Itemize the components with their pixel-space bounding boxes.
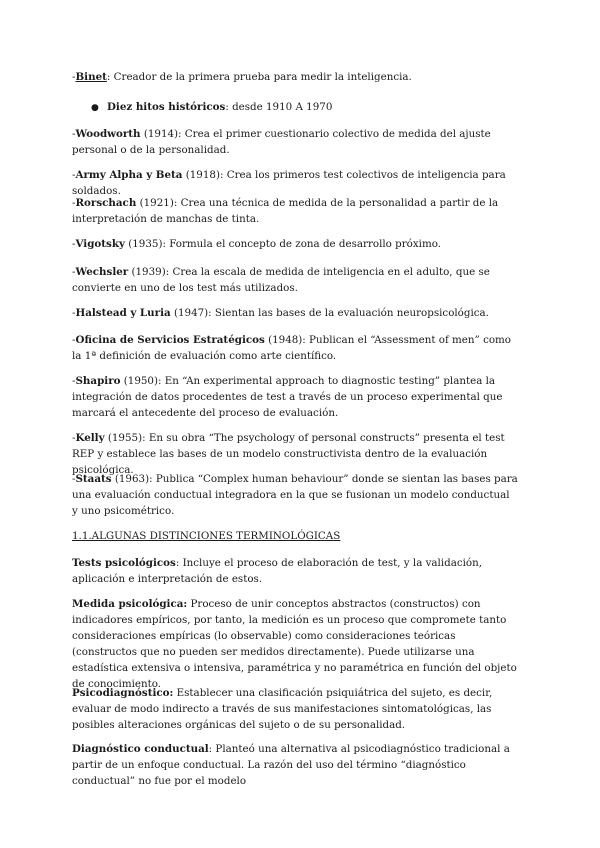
milestone-text: (1939): Crea la escala de medida de inteligencia en el adulto, que se convierte en uno de los test más utilizados. [72, 266, 490, 294]
bullet-label: Diez hitos históricos [107, 101, 226, 113]
definition-text: Establecer una clasificación psiquiátrica del sujeto, es decir, evaluar de modo indirecto a través de sus manifestaciones sintomatológicas, las posibles alteraciones orgánicas del sujeto o de su personalidad. [72, 687, 493, 731]
milestone-name: Woodworth [75, 128, 141, 140]
binet-name: Binet [75, 71, 107, 83]
definition-term: Medida psicológica: [72, 598, 188, 610]
milestone-name: Shapiro [75, 375, 121, 387]
definition-item [72, 555, 518, 587]
milestone-item [72, 126, 518, 158]
definition-term: Diagnóstico conductual [72, 743, 209, 755]
milestone-prefix: - [72, 432, 76, 444]
milestone-text: (1947): Sientan las bases de la evaluación neuropsicológica. [170, 307, 489, 319]
section-heading: 1.1.ALGUNAS DISTINCIONES TERMINOLÓGICAS [72, 530, 341, 542]
milestone-name: Staats [75, 473, 112, 485]
definition-term: Tests psicológicos [72, 557, 176, 569]
definition-term: Psicodiagnóstico: [72, 687, 174, 699]
milestone-prefix: - [72, 473, 76, 485]
milestone-text: (1948): Publican el “Assessment of men” como la 1ª definición de evaluación como arte científico. [72, 334, 512, 362]
bullet-text: : desde 1910 A 1970 [225, 101, 333, 113]
milestone-item [72, 236, 518, 252]
milestone-name: Oficina de Servicios Estratégicos [75, 334, 265, 346]
milestone-text: (1918): Crea los primeros test colectivos de inteligencia para soldados. [72, 169, 506, 197]
milestone-prefix: - [72, 334, 76, 346]
milestone-prefix: - [72, 266, 76, 278]
milestone-text: (1921): Crea una técnica de medida de la personalidad a partir de la interpretación de manchas de tinta. [72, 197, 499, 225]
bullet-icon: ● [91, 103, 99, 113]
milestone-prefix: - [72, 128, 76, 140]
milestone-text: (1950): En “An experimental approach to diagnostic testing” plantea la integración de datos procedentes de test a través de un proceso experimental que marcará el antecedente del proceso de evaluación. [72, 375, 503, 419]
milestone-item [72, 471, 518, 519]
milestone-item [72, 332, 518, 364]
definition-item [72, 596, 518, 692]
milestone-item [72, 264, 518, 296]
milestone-name: Wechsler [75, 266, 129, 278]
milestone-prefix: - [72, 169, 76, 181]
milestone-name: Army Alpha y Beta [75, 169, 183, 181]
definition-text: : Incluye el proceso de elaboración de test, y la validación, aplicación e interpretación de estos. [72, 557, 483, 585]
definition-text: Proceso de unir conceptos abstractos (constructos) con indicadores empíricos, por tanto, la medición es un proceso que compromete tanto consideraciones empíricas (lo observable) como consideraciones teóricas (constructos que no pueden ser medidos directamente). Puede utilizarse una estadística extensiva o intensiva, paramétrica y no paramétrica en función del objeto de conocimiento. [72, 598, 517, 690]
milestones-bullet [91, 99, 332, 116]
milestone-name: Rorschach [75, 197, 137, 209]
milestone-prefix: - [72, 238, 76, 250]
definition-text: : Planteó una alternativa al psicodiagnóstico tradicional a partir de un enfoque conductual. La razón del uso del término “diagnóstico conductual” no fue por el modelo [72, 743, 510, 787]
milestone-name: Vigotsky [75, 238, 125, 250]
milestone-item [72, 305, 518, 321]
milestone-text: (1955): En su obra “The psychology of personal constructs” presenta el test REP y establece las bases de un modelo constructivista dentro de la evaluación psicológica. [72, 432, 505, 476]
milestone-item [72, 195, 518, 227]
milestone-text: (1963): Publica “Complex human behaviour” donde se sientan las bases para una evaluación conductual integradora en la que se fusionan un modelo conductual y uno psicométrico. [72, 473, 518, 517]
definition-item [72, 685, 518, 733]
milestone-prefix: - [72, 375, 76, 387]
milestone-prefix: - [72, 197, 76, 209]
milestone-prefix: - [72, 307, 76, 319]
definition-item [72, 741, 518, 789]
milestone-item [72, 373, 518, 421]
milestone-name: Kelly [75, 432, 105, 444]
binet-paragraph: -Binet: Creador de la primera prueba para medir la inteligencia. [72, 71, 412, 83]
milestone-name: Halstead y Luria [75, 307, 171, 319]
milestone-text: (1935): Formula el concepto de zona de desarrollo próximo. [124, 238, 441, 250]
milestone-text: (1914): Crea el primer cuestionario colectivo de medida del ajuste personal o de la personalidad. [72, 128, 491, 156]
binet-text: : Creador de la primera prueba para medir la inteligencia. [106, 71, 412, 83]
